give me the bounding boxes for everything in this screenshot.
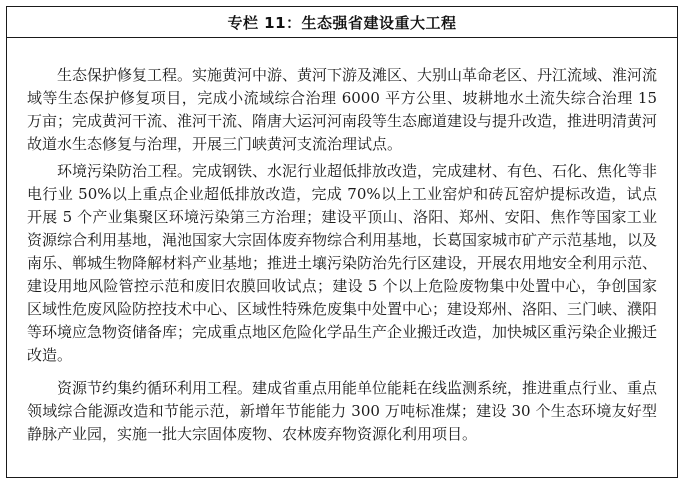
column-title: 专栏 11：生态强省建设重大工程: [227, 13, 457, 32]
paragraph-ecological-restoration: 生态保护修复工程。实施黄河中游、黄河下游及滩区、大别山革命老区、丹江流域、淮河流域等生态保护修复项目，完成小流域综合治理 6000 平方公里、坡耕地水土流失综合治理 15 万亩；完成黄河干流、淮河干流、隋唐大运河河南段等生态廊道建设与提升改造，推进明清黄河故道水生态修复与治理，开展三门峡黄河支流治理试点。: [27, 66, 658, 153]
column-header: [7, 7, 677, 38]
column-content: [7, 38, 677, 446]
paragraph-resource-recycling: 资源节约集约循环利用工程。建成省重点用能单位能耗在线监测系统，推进重点行业、重点领域综合能源改造和节能示范，新增年节能能力 300 万吨标准煤；建设 30 个生态环境友好型静脉产业园，实施一批大宗固体废物、农林废弃物资源化利用项目。: [27, 379, 658, 443]
column-box: [6, 6, 678, 478]
paragraph-pollution-control: 环境污染防治工程。完成钢铁、水泥行业超低排放改造，完成建材、有色、石化、焦化等非电行业 50%以上重点企业超低排放改造，完成 70%以上工业窑炉和砖瓦窑炉提标改造，试点开展 5 个产业集聚区环境污染第三方治理；建设平顶山、洛阳、郑州、安阳、焦作等国家工业资源综合利用基地，渑池国家大宗固体废弃物综合利用基地，长葛国家城市矿产示范基地，以及南乐、郸城生物降解材料产业基地；推进土壤污染防治先行区建设，开展农用地安全利用示范、建设用地风险管控示范和废旧农膜回收试点；建设 5 个以上危险废物集中处置中心，争创国家区域性危废风险防控技术中心、区域性特殊危废集中处置中心；建设郑州、洛阳、三门峡、濮阳等环境应急物资储备库；完成重点地区危险化学品生产企业搬迁改造，加快城区重污染企业搬迁改造。: [27, 162, 658, 364]
